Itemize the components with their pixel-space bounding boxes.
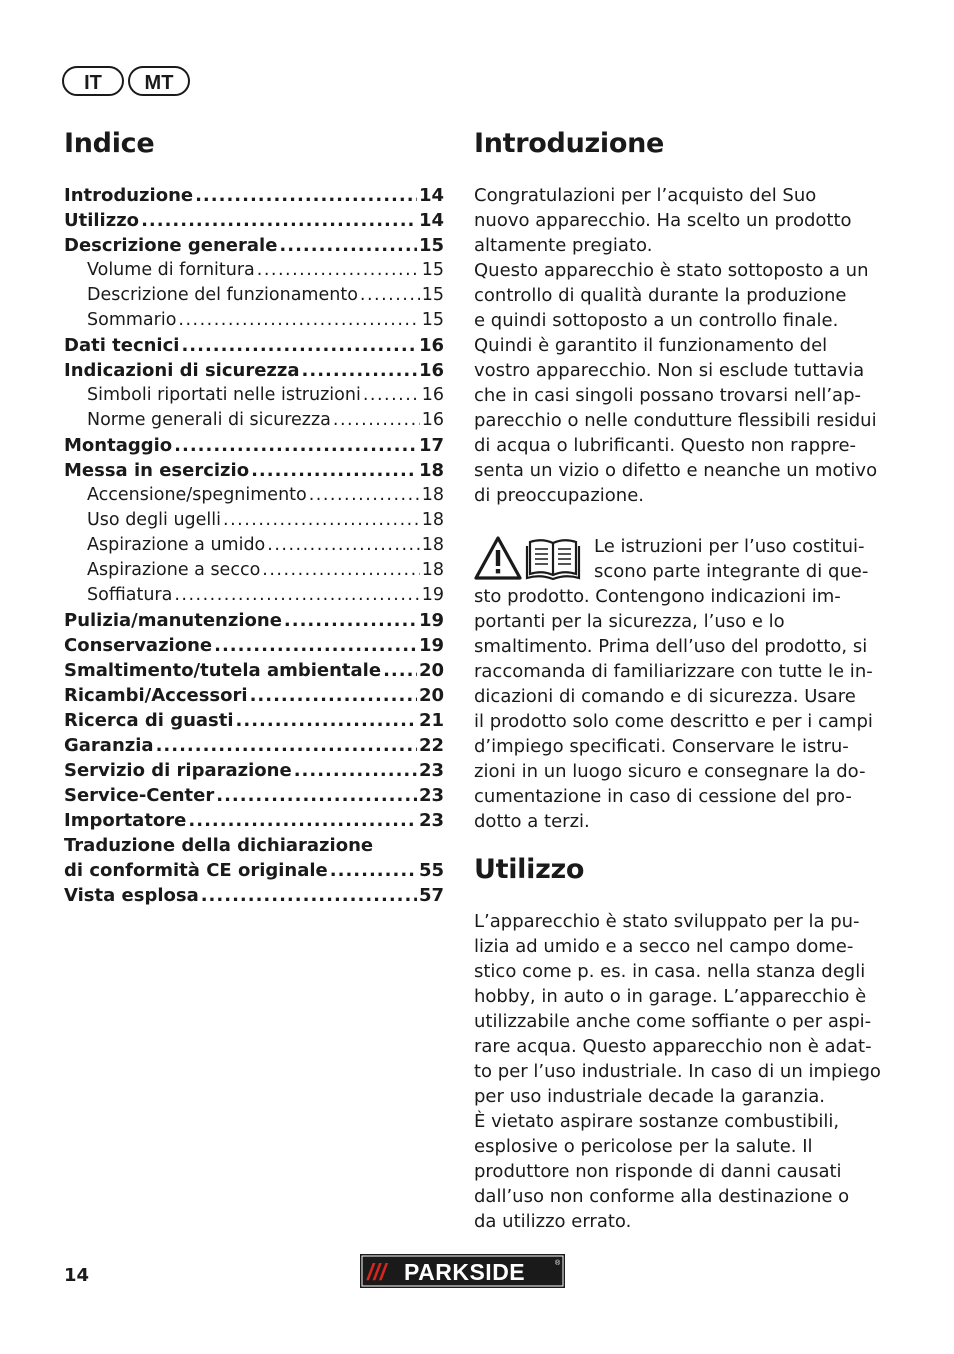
- text-line: Quindi è garantito il funzionamento del: [474, 335, 828, 356]
- logo-wordmark: PARKSIDE: [404, 1259, 526, 1285]
- toc-leader-dots: [250, 683, 417, 708]
- text-line: che in casi singoli possano trovarsi nell’ap-: [474, 385, 861, 406]
- text-line: di acqua o lubrificanti. Questo non rappre-: [474, 435, 857, 456]
- text-line: rare acqua. Questo apparecchio non è adat-: [474, 1036, 872, 1057]
- toc-entry: [64, 458, 444, 483]
- toc-entry-label: Pulizia/manutenzione: [64, 610, 282, 631]
- toc-leader-dots: [309, 483, 420, 508]
- text-line: dicazioni di comando e di sicurezza. Usare: [474, 686, 856, 707]
- warning-note: [474, 534, 584, 586]
- text-line: L’apparecchio è stato sviluppato per la pu-: [474, 911, 860, 932]
- text-line: portanti per la sicurezza, l’uso e lo: [474, 611, 785, 632]
- text-line: È vietato aspirare sostanze combustibili,: [474, 1111, 840, 1132]
- warning-note-text: [474, 584, 873, 834]
- toc-entry-label: Introduzione: [64, 185, 194, 206]
- toc-entry-page: 21: [418, 710, 444, 731]
- toc-entry-label: Dati tecnici: [64, 335, 180, 356]
- toc-entry-label: Simboli riportati nelle istruzioni: [87, 385, 361, 405]
- toc-entry: [64, 558, 444, 583]
- toc-entry: [64, 508, 444, 533]
- text-line: produttore non risponde di danni causati: [474, 1161, 842, 1182]
- toc-entry: [64, 633, 444, 658]
- text-line: scono parte integrante di que-: [594, 561, 869, 582]
- toc-entry-label: Descrizione generale: [64, 235, 278, 256]
- toc-entry: [64, 733, 444, 758]
- text-line: hobby, in auto o in garage. L’apparecchio è: [474, 986, 867, 1007]
- toc-entry-page: 16: [421, 385, 444, 405]
- toc-leader-dots: [223, 508, 420, 533]
- toc-entry-label: Aspirazione a umido: [87, 535, 266, 555]
- toc-leader-dots: [360, 283, 420, 308]
- toc-entry-label: Vista esplosa: [64, 885, 199, 906]
- toc-entry-label: Smaltimento/tutela ambientale: [64, 660, 382, 681]
- toc-entry: [64, 883, 444, 908]
- toc-entry-page: 23: [418, 810, 444, 831]
- text-line: sto prodotto. Contengono indicazioni im-: [474, 586, 841, 607]
- toc-leader-dots: [201, 883, 417, 908]
- toc-entry-label: Volume di fornitura: [87, 260, 255, 280]
- toc-leader-dots: [141, 208, 417, 233]
- text-line: senta un vizio o difetto e neanche un motivo: [474, 460, 878, 481]
- text-line: di preoccupazione.: [474, 485, 644, 506]
- toc-entry-label: Accensione/spegnimento: [87, 485, 307, 505]
- toc-entry-page: 15: [421, 310, 444, 330]
- table-of-contents: [64, 183, 444, 908]
- toc-leader-dots: [279, 233, 417, 258]
- toc-entry: [64, 333, 444, 358]
- toc-leader-dots: [267, 533, 419, 558]
- text-line: vostro apparecchio. Non si esclude tuttavia: [474, 360, 865, 381]
- toc-leader-dots: [156, 733, 417, 758]
- toc-entry-page: 15: [418, 235, 444, 256]
- toc-entry-label: Descrizione del funzionamento: [87, 285, 358, 305]
- toc-entry-label: Norme generali di sicurezza: [87, 410, 331, 430]
- toc-entry-page: 20: [418, 685, 444, 706]
- toc-entry-page: 14: [418, 210, 444, 231]
- toc-entry-page: 15: [421, 260, 444, 280]
- index-title: Indice: [64, 128, 155, 159]
- parkside-logo: [360, 1254, 565, 1288]
- text-line: dotto a terzi.: [474, 811, 590, 832]
- toc-entry: [64, 433, 444, 458]
- toc-entry: [64, 758, 444, 783]
- toc-entry-page: 18: [421, 485, 444, 505]
- toc-entry-label: Montaggio: [64, 435, 173, 456]
- toc-entry-label: di conformità CE originale: [64, 860, 328, 881]
- toc-entry: [64, 708, 444, 733]
- toc-entry-page: 20: [418, 660, 444, 681]
- toc-entry: [64, 583, 444, 608]
- intro-text: [474, 183, 878, 508]
- toc-leader-dots: [251, 458, 417, 483]
- text-line: esplosive o pericolose per la salute. Il: [474, 1136, 813, 1157]
- toc-leader-dots: [383, 658, 417, 683]
- text-line: Le istruzioni per l’uso costitui-: [594, 536, 865, 557]
- toc-entry-page: 18: [421, 560, 444, 580]
- toc-entry-page: 57: [418, 885, 444, 906]
- toc-entry: [64, 258, 444, 283]
- usage-title: Utilizzo: [474, 854, 585, 885]
- text-line: e quindi sottoposto a un controllo finale.: [474, 310, 839, 331]
- text-line: d’impiego specificati. Conservare le istru-: [474, 736, 849, 757]
- toc-entry: [64, 783, 444, 808]
- toc-entry-label: Messa in esercizio: [64, 460, 250, 481]
- toc-entry-label: Traduzione della dichiarazione: [64, 835, 374, 856]
- toc-leader-dots: [333, 408, 420, 433]
- toc-entry-label: Aspirazione a secco: [87, 560, 261, 580]
- text-line: parecchio o nelle condutture flessibili residui: [474, 410, 877, 431]
- text-line: stico come p. es. in casa. nella stanza degli: [474, 961, 866, 982]
- toc-leader-dots: [188, 808, 417, 833]
- toc-entry: [64, 533, 444, 558]
- toc-entry-page: 19: [421, 585, 444, 605]
- toc-leader-dots: [284, 608, 417, 633]
- text-line: Questo apparecchio è stato sottoposto a un: [474, 260, 869, 281]
- toc-leader-dots: [262, 558, 419, 583]
- toc-leader-dots: [174, 433, 417, 458]
- registered-mark: ®: [555, 1260, 561, 1267]
- text-line: da utilizzo errato.: [474, 1211, 632, 1232]
- toc-leader-dots: [195, 183, 417, 208]
- toc-entry-page: 17: [418, 435, 444, 456]
- toc-entry: [64, 658, 444, 683]
- toc-entry-label: Ricambi/Accessori: [64, 685, 248, 706]
- toc-entry-label: Service-Center: [64, 785, 215, 806]
- toc-entry-page: 55: [418, 860, 444, 881]
- toc-entry-label: Soffiatura: [87, 585, 173, 605]
- toc-entry-page: 16: [421, 410, 444, 430]
- toc-entry-label: Conservazione: [64, 635, 213, 656]
- toc-leader-dots: [178, 308, 419, 333]
- toc-entry-label: Importatore: [64, 810, 187, 831]
- text-line: per uso industriale decade la garanzia.: [474, 1086, 825, 1107]
- manual-book-icon: [527, 540, 579, 579]
- toc-entry: [64, 808, 444, 833]
- toc-entry: [64, 858, 444, 883]
- toc-entry-page: 23: [418, 760, 444, 781]
- toc-entry-page: 22: [418, 735, 444, 756]
- toc-entry: [64, 208, 444, 233]
- logo-slashes: ///: [367, 1259, 387, 1285]
- toc-entry-page: 19: [418, 610, 444, 631]
- toc-entry: [64, 383, 444, 408]
- text-line: zioni in un luogo sicuro e consegnare la do-: [474, 761, 866, 782]
- toc-entry-label: Uso degli ugelli: [87, 510, 222, 530]
- text-line: altamente pregiato.: [474, 235, 653, 256]
- toc-leader-dots: [363, 383, 420, 408]
- toc-entry-page: 19: [418, 635, 444, 656]
- toc-leader-dots: [174, 583, 419, 608]
- toc-entry: [64, 683, 444, 708]
- toc-leader-dots: [236, 708, 417, 733]
- toc-entry-label: Sommario: [87, 310, 177, 330]
- lang-badge-mt: MT: [128, 66, 190, 96]
- page-number: 14: [64, 1265, 90, 1286]
- toc-leader-dots: [294, 758, 417, 783]
- toc-leader-dots: [181, 333, 417, 358]
- toc-leader-dots: [216, 783, 417, 808]
- toc-entry-page: 18: [418, 460, 444, 481]
- toc-entry-page: 15: [421, 285, 444, 305]
- text-line: lizia ad umido e a secco nel campo dome-: [474, 936, 854, 957]
- toc-entry: [64, 308, 444, 333]
- toc-entry-label: Indicazioni di sicurezza: [64, 360, 300, 381]
- toc-leader-dots: [214, 633, 417, 658]
- toc-entry-page: 18: [421, 535, 444, 555]
- toc-entry: [64, 183, 444, 208]
- toc-entry: [64, 608, 444, 633]
- usage-text: [474, 909, 881, 1234]
- toc-leader-dots: [257, 258, 420, 283]
- text-line: dall’uso non conforme alla destinazione o: [474, 1186, 850, 1207]
- toc-leader-dots: [330, 858, 417, 883]
- toc-leader-dots: [302, 358, 417, 383]
- text-line: controllo di qualità durante la produzione: [474, 285, 847, 306]
- toc-entry-page: 16: [418, 360, 444, 381]
- toc-entry-label: Ricerca di guasti: [64, 710, 234, 731]
- toc-entry: [64, 283, 444, 308]
- toc-entry-page: 23: [418, 785, 444, 806]
- lang-badge-it: IT: [62, 66, 124, 96]
- toc-entry: [64, 233, 444, 258]
- text-line: nuovo apparecchio. Ha scelto un prodotto: [474, 210, 852, 231]
- text-line: raccomanda di familiarizzare con tutte le in-: [474, 661, 873, 682]
- toc-entry: [64, 408, 444, 433]
- text-line: utilizzabile anche come soffiante o per aspi-: [474, 1011, 872, 1032]
- toc-entry: [64, 358, 444, 383]
- toc-entry-page: 18: [421, 510, 444, 530]
- toc-entry-page: 14: [418, 185, 444, 206]
- text-line: cumentazione in caso di cessione del pro-: [474, 786, 852, 807]
- text-line: to per l’uso industriale. In caso di un impiego: [474, 1061, 881, 1082]
- toc-entry: [64, 833, 444, 858]
- toc-entry-page: 16: [418, 335, 444, 356]
- text-line: smaltimento. Prima dell’uso del prodotto, si: [474, 636, 868, 657]
- warning-note-text-top: [594, 534, 869, 584]
- text-line: Congratulazioni per l’acquisto del Suo: [474, 185, 817, 206]
- warning-triangle-icon: [474, 534, 584, 582]
- toc-entry-label: Garanzia: [64, 735, 154, 756]
- toc-entry: [64, 483, 444, 508]
- toc-entry-label: Utilizzo: [64, 210, 140, 231]
- intro-title: Introduzione: [474, 128, 665, 159]
- text-line: il prodotto solo come descritto e per i campi: [474, 711, 873, 732]
- toc-entry-label: Servizio di riparazione: [64, 760, 292, 781]
